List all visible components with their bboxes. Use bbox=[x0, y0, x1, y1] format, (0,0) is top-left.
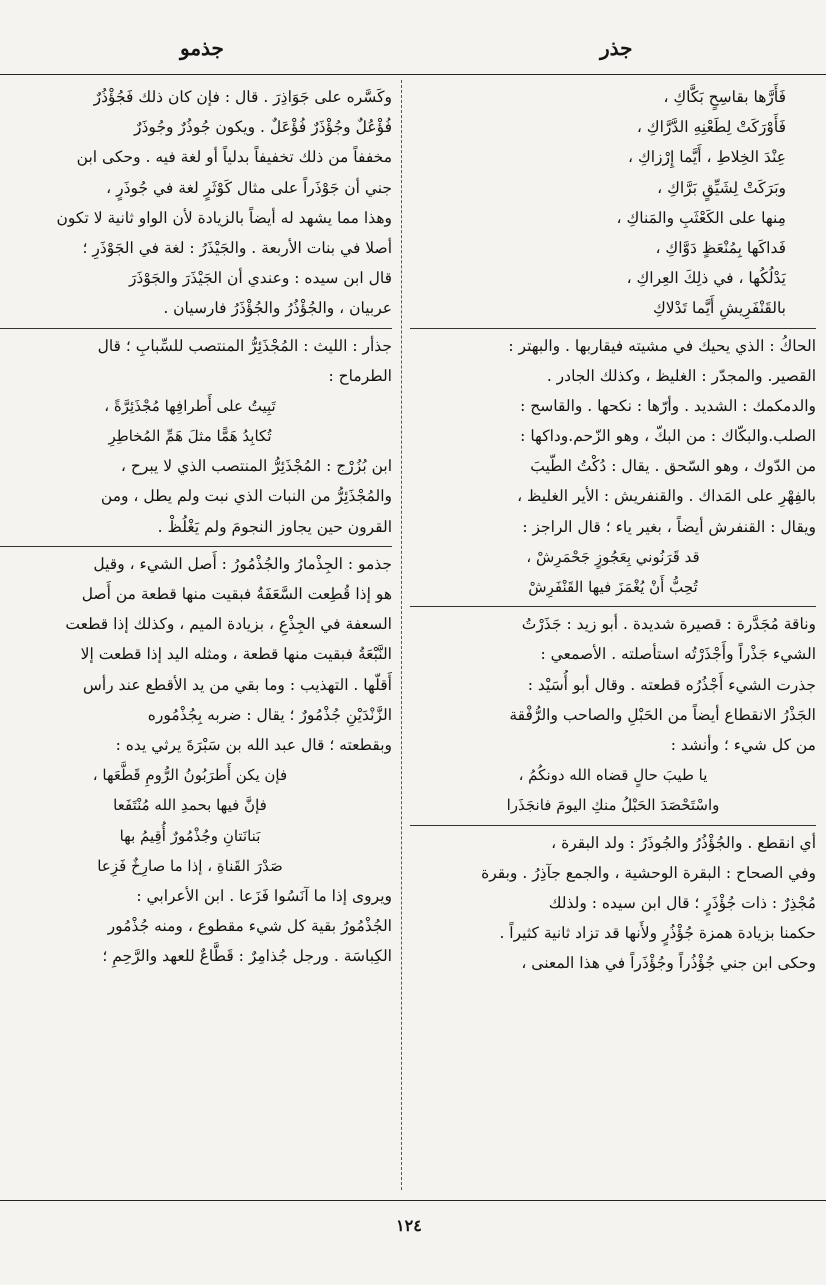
text-line: مخففاً من ذلك تخفيفاً بدلياً أو لغة فيه . وحكى ابن bbox=[76, 148, 392, 167]
text-line: جذرت الشيء أَجْذُرُه قطعته . وقال أبو أُسَيْد : bbox=[527, 675, 816, 694]
page-number: ١٢٤ bbox=[396, 1216, 422, 1235]
text-line: قال ابن سيده : وعندي أن الجَيْذَرَ والجَوْذَرَ bbox=[128, 269, 392, 288]
verse-line: تُحِبُّ أَنْ يُغْمَزَ فيها القَنْفَرِشْ bbox=[528, 578, 698, 596]
header-rule bbox=[0, 74, 826, 75]
text-line: جذأر : الليث : المُجْذَئِرُّ المنتصب للسِّبابِ ؛ قال bbox=[97, 336, 392, 355]
page-header-right: جذر bbox=[600, 36, 633, 60]
text-line: من كل شيء ؛ وأنشد : bbox=[670, 735, 816, 754]
text-line: أصلا في بنات الأربعة . والجَيْذَرُ : لغة في الجَوْذَرِ ؛ bbox=[82, 238, 392, 257]
text-line: الجُذْمُورُ بقية كل شيء مقطوع ، ومنه جُذْمُور bbox=[107, 917, 392, 936]
text-line: القصير. والمجدّر : الغليظ ، وكذلك الجادر . bbox=[546, 366, 816, 385]
verse-line: واسْتَحْصَدَ الحَبْلُ منكِ اليومَ فانجَذَرا bbox=[506, 796, 720, 815]
verse-line: صَدْرَ القَناةِ ، إذا ما صارِخٌ فَزِعا bbox=[97, 856, 283, 875]
left-column bbox=[0, 82, 392, 1194]
paragraph bbox=[0, 451, 392, 542]
verse-line: بالقَنْفَرِيشِ أَيَّما تَدْلاكِ bbox=[653, 299, 786, 318]
verse-line: تُكابِدُ هَمًّا مثلَ هَمِّ المُخاطِرِ bbox=[108, 427, 272, 446]
text-line: والدمكمك : الشديد . وأرّها : نكحها . والقاسح : bbox=[520, 396, 816, 415]
section-rule bbox=[410, 606, 816, 607]
text-line: حكمنا بزيادة همزة جُؤْذُرٍ ولأَنها قد تزاد ثانية كثيراً . bbox=[499, 924, 816, 943]
text-line: الكِباسَة . ورجل جُذامِرٌ : قَطَّاعٌ للعهد والرَّحِمِ ؛ bbox=[102, 947, 392, 966]
verse-line: يَدْلُكُها ، في ذلِكَ العِراكِ ، bbox=[626, 269, 786, 288]
text-line: وحكى ابن جني جُؤْذُراً وجُؤْذَراً في هذا المعنى ، bbox=[521, 954, 816, 973]
verse-line: وبَرَكَتْ لِشَيِّقٍ بَرَّاكِ ، bbox=[657, 178, 786, 197]
text-line: الجَذْرُ الانقطاع أيضاً من الحَبْلِ والصاحب والرُّفْقة bbox=[509, 705, 816, 724]
verse-line: عِنْدَ الخِلاطِ ، أَيَّما إِرْزاكِ ، bbox=[628, 148, 786, 167]
text-line: وكَسَّره على جَوَاذِرَ . قال : فإن كان ذلك فَجُؤْذُرٌ bbox=[93, 88, 392, 106]
text-line: مُجْذِرٌ : ذات جُؤْذَرٍ ؛ قال ابن سيده : ولذلك bbox=[548, 893, 816, 912]
paragraph bbox=[410, 828, 816, 979]
text-line: وناقة مُجَدَّرة : قصيرة شديدة . أبو زيد : جَذَرْتُ bbox=[521, 615, 816, 634]
text-line: القرون حين يجاوز النجومَ ولم يَغْلُظْ . bbox=[157, 517, 392, 536]
section-rule bbox=[0, 328, 392, 329]
verse-line: فَداكَها بِمُنْعَظٍ دَوَّاكِ ، bbox=[655, 238, 786, 257]
text-line: بالفِهْرِ على المَداك . والقنفريش : الأير الغليظ ، bbox=[517, 487, 816, 506]
text-line: والمُجْذَئِرُّ من النبات الذي نبت ولم يطل ، ومن bbox=[100, 487, 392, 506]
verse-line: فإنَّ فيها بحمدِ الله مُنْتَفَعا bbox=[113, 796, 267, 815]
paragraph bbox=[0, 881, 392, 972]
section-rule bbox=[410, 825, 816, 826]
section-rule bbox=[0, 546, 392, 547]
text-line: جني أن جَوْذَراً على مثال كَوْثَرٍ لغة في جُوذَرٍ ، bbox=[106, 178, 392, 197]
poem-block bbox=[410, 82, 816, 324]
text-line: ابن بُزُرْج : المُجْذَئِرُّ المنتصب الذي لا يبرح ، bbox=[120, 457, 392, 476]
entry-jdhar bbox=[0, 331, 392, 391]
text-line: الشيء جَذْراً وأَجْذَرْتُه استأصلته . الأصمعي : bbox=[540, 645, 816, 664]
footer-rule bbox=[0, 1200, 826, 1201]
text-line: السعفة في الجِذْعِ ، بزيادة الميم ، وكذلك إذا قطعت bbox=[65, 615, 392, 634]
text-line: هو إذا قُطِعت السَّعَفَةُ فبقيت منها قطعة من أَصل bbox=[81, 585, 392, 603]
verse-line: تَبِيتُ على أَطرافِها مُجْذَئِرَّةً ، bbox=[104, 396, 276, 415]
text-line: فُؤْعُلٌ وجُؤْذَرٌ فُؤْعَلٌ . ويكون جُوذُرٌ وجُوذَرٌ bbox=[134, 118, 392, 137]
column-divider bbox=[401, 80, 402, 1190]
text-line: من الدّوك ، وهو السّحق . يقال : دُكْتُ الطّيبَ bbox=[530, 457, 816, 476]
text-line: ويروى إذا ما آنَسُوا فَزَعا . ابن الأعرابي : bbox=[136, 886, 392, 905]
text-line: أي انقطع . والجُؤْذُرُ والجُوذَرُ : ولد البقرة ، bbox=[551, 833, 816, 852]
verse-line: فَأَوْرَكَتْ لِطَعْنِهِ الدَّرَّاكِ ، bbox=[636, 118, 786, 137]
paragraph bbox=[0, 82, 392, 324]
text-line: النَّبْعَةُ فبقيت منها قطعة ، ومثله اليد إذا قطعت إلا bbox=[80, 645, 392, 664]
poem-block bbox=[0, 391, 392, 451]
text-line: الزَّنْدَيْنِ جُذْمُورٌ ؛ يقال : ضربه بِجُذْمُوره bbox=[147, 705, 392, 724]
verse-line: مِنها على الكَعْثَبِ والمَناكِ ، bbox=[616, 208, 786, 227]
poem-block bbox=[0, 760, 392, 881]
section-rule bbox=[410, 328, 816, 329]
text-line: جذمو : الجِذْمارُ والجُذْمُورُ : أَصل الشيء ، وقيل bbox=[93, 554, 392, 573]
verse-line: يا طيبَ حالٍ قضاه الله دونكُمُ ، bbox=[518, 766, 708, 785]
verse-line: فَأَرَّها بقاسِحٍ بَكَّاكِ ، bbox=[663, 88, 786, 106]
poem-block bbox=[410, 542, 816, 602]
paragraph bbox=[410, 331, 816, 542]
text-line: الطرماح : bbox=[328, 366, 392, 385]
text-line: عربيان ، والجُؤْذُرُ والجُؤْذَرُ فارسيان . bbox=[163, 299, 392, 318]
text-line: أَقلّها . التهذيب : وما بقي من يد الأقطع عند رأس bbox=[82, 675, 392, 694]
text-line: الحاكُ : الذي يحيك في مشيته فيقاربها . والبهتر : bbox=[508, 336, 816, 355]
text-line: وبقطعته ؛ قال عبد الله بن سَبْرَةَ يرثي يده : bbox=[115, 735, 392, 754]
right-column bbox=[410, 82, 816, 1194]
entry-jdhmr bbox=[0, 549, 392, 760]
paragraph bbox=[410, 609, 816, 760]
verse-line: فإن يكن أَطرَبُونُ الرُّومِ قَطَّعَها ، bbox=[92, 766, 288, 785]
text-line: وهذا مما يشهد له أيضاً بالزيادة لأن الواو ثانية لا تكون bbox=[56, 208, 392, 227]
verse-line: بَنانَتانِ وجُذْمُورٌ أُقِيمُ بها bbox=[119, 826, 261, 845]
text-line: ويقال : القنفرش أيضاً ، بغير ياء ؛ قال الراجز : bbox=[522, 517, 816, 536]
poem-block bbox=[410, 760, 816, 820]
page-header-left: جذمو bbox=[180, 36, 224, 60]
verse-line: قد قَرَنُوني بِعَجُوزٍ جَحْمَرِشْ ، bbox=[526, 547, 700, 566]
text-line: وفي الصحاح : البقرة الوحشية ، والجمع جآذِرُ . وبقرة bbox=[481, 863, 816, 882]
text-line: الصلب.والبكّاك : من البكّ ، وهو الزّحم.وداكها : bbox=[520, 427, 816, 446]
